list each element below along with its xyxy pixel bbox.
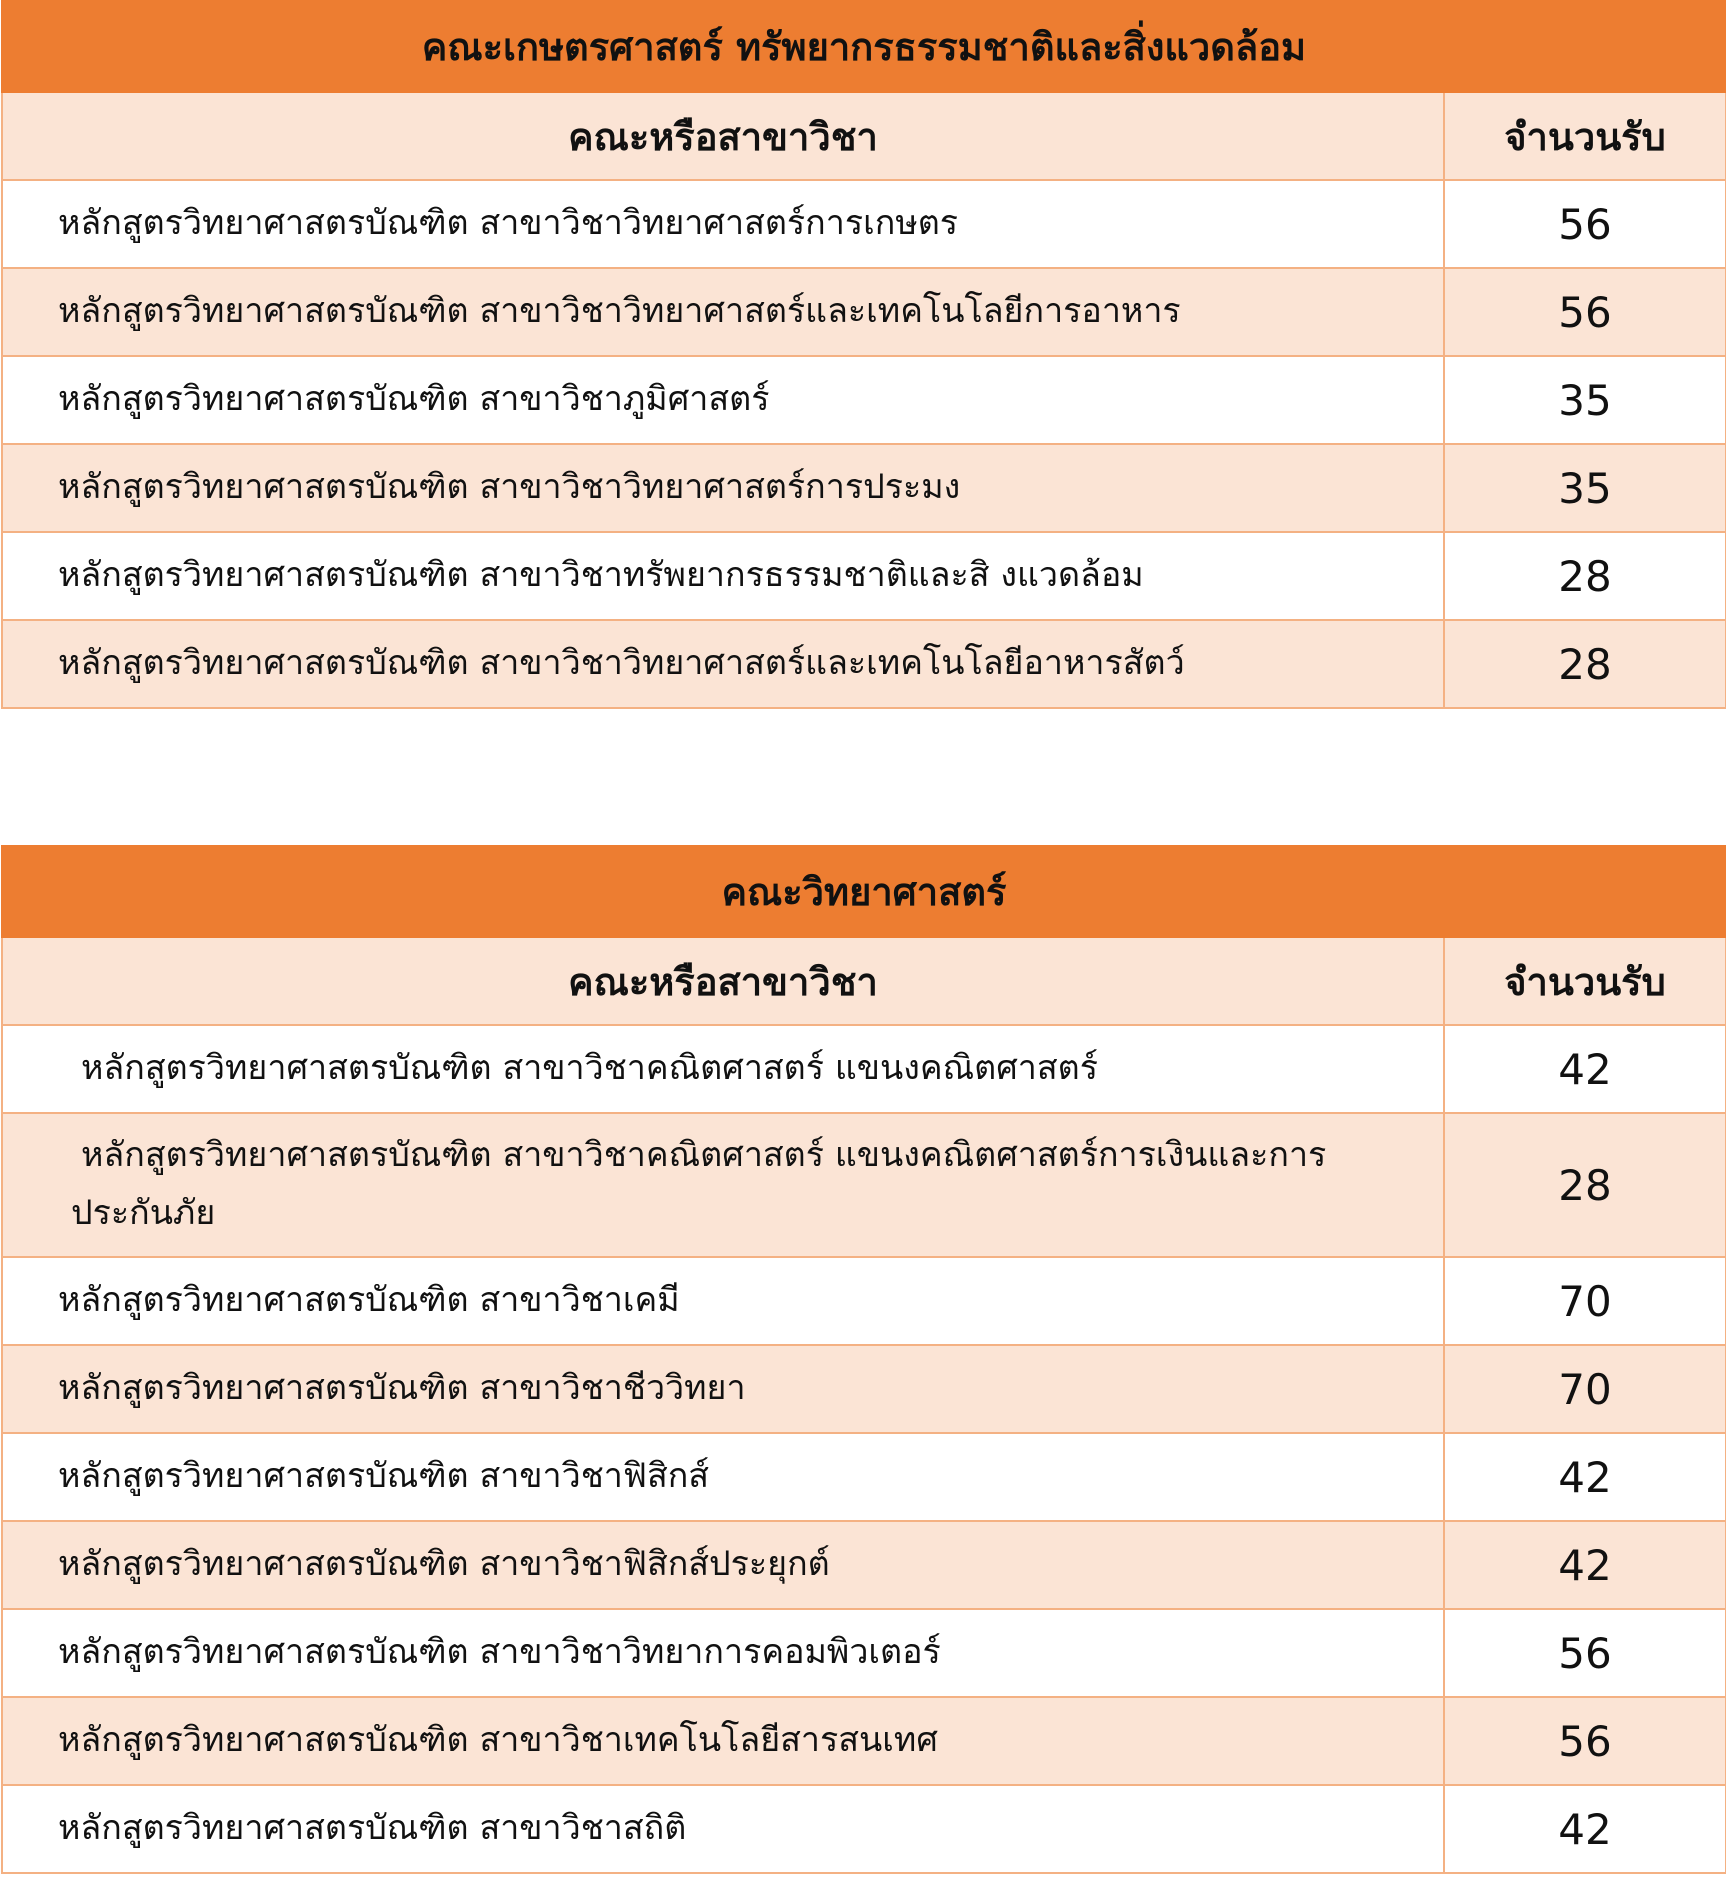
table-row [2,1433,1726,1521]
program-name: หลักสูตรวิทยาศาสตรบัณฑิต สาขาวิชาฟิสิกส์ [2,1433,1444,1521]
table-row [2,180,1726,268]
program-name: หลักสูตรวิทยาศาสตรบัณฑิต สาขาวิชาฟิสิกส์ประยุกต์ [2,1521,1444,1609]
admission-count: 28 [1444,620,1726,708]
column-header-count: จำนวนรับ [1444,937,1726,1025]
program-name: หลักสูตรวิทยาศาสตรบัณฑิต สาขาวิชาสถิติ [2,1785,1444,1873]
program-name: หลักสูตรวิทยาศาสตรบัณฑิต สาขาวิชาเคมี [2,1257,1444,1345]
program-name: หลักสูตรวิทยาศาสตรบัณฑิต สาขาวิชาภูมิศาสตร์ [2,356,1444,444]
table-row [2,1345,1726,1433]
table-row [2,1521,1726,1609]
column-header-program: คณะหรือสาขาวิชา [2,937,1444,1025]
table-row [2,356,1726,444]
table-row [2,1785,1726,1873]
table-row [2,1025,1726,1113]
table-row [2,268,1726,356]
program-name: หลักสูตรวิทยาศาสตรบัณฑิต สาขาวิชาวิทยาศาสตร์การประมง [2,444,1444,532]
admission-count: 35 [1444,356,1726,444]
admission-count: 28 [1444,1113,1726,1257]
admission-count: 56 [1444,1609,1726,1697]
table-row [2,1113,1726,1257]
admission-count: 42 [1444,1433,1726,1521]
admission-count: 56 [1444,180,1726,268]
program-name: หลักสูตรวิทยาศาสตรบัณฑิต สาขาวิชาคณิตศาสตร์ แขนงคณิตศาสตร์การเงินและการ [81,1135,1327,1176]
program-name-continued: ประกันภัย [71,1193,216,1233]
program-name: หลักสูตรวิทยาศาสตรบัณฑิต สาขาวิชาวิทยาศาสตร์และเทคโนโลยีอาหารสัตว์ [2,620,1444,708]
admission-count: 28 [1444,532,1726,620]
program-name: หลักสูตรวิทยาศาสตรบัณฑิต สาขาวิชาชีววิทยา [2,1345,1444,1433]
program-name: หลักสูตรวิทยาศาสตรบัณฑิต สาขาวิชาคณิตศาสตร์ แขนงคณิตศาสตร์ [2,1025,1444,1113]
faculty-table-science [1,845,1726,1874]
faculty-table-agriculture [1,0,1726,709]
program-name-wrapped [2,1113,1444,1257]
table-row [2,532,1726,620]
faculty-title: คณะเกษตรศาสตร์ ทรัพยากรธรรมชาติและสิ่งแวดล้อม [2,1,1726,92]
program-name: หลักสูตรวิทยาศาสตรบัณฑิต สาขาวิชาวิทยาศาสตร์และเทคโนโลยีการอาหาร [2,268,1444,356]
table-row [2,444,1726,532]
program-name: หลักสูตรวิทยาศาสตรบัณฑิต สาขาวิชาทรัพยากรธรรมชาติและสิ งแวดล้อม [2,532,1444,620]
admission-count: 70 [1444,1345,1726,1433]
table-row [2,1697,1726,1785]
admission-count: 42 [1444,1025,1726,1113]
table-row [2,620,1726,708]
table-row [2,1609,1726,1697]
table-row [2,1257,1726,1345]
admission-count: 42 [1444,1785,1726,1873]
program-name: หลักสูตรวิทยาศาสตรบัณฑิต สาขาวิชาเทคโนโลยีสารสนเทศ [2,1697,1444,1785]
admission-count: 56 [1444,268,1726,356]
admission-count: 56 [1444,1697,1726,1785]
program-name: หลักสูตรวิทยาศาสตรบัณฑิต สาขาวิชาวิทยาศาสตร์การเกษตร [2,180,1444,268]
faculty-title: คณะวิทยาศาสตร์ [2,846,1726,937]
column-header-count: จำนวนรับ [1444,92,1726,180]
column-header-program: คณะหรือสาขาวิชา [2,92,1444,180]
admission-count: 35 [1444,444,1726,532]
admission-count: 42 [1444,1521,1726,1609]
program-name: หลักสูตรวิทยาศาสตรบัณฑิต สาขาวิชาวิทยาการคอมพิวเตอร์ [2,1609,1444,1697]
admission-count: 70 [1444,1257,1726,1345]
